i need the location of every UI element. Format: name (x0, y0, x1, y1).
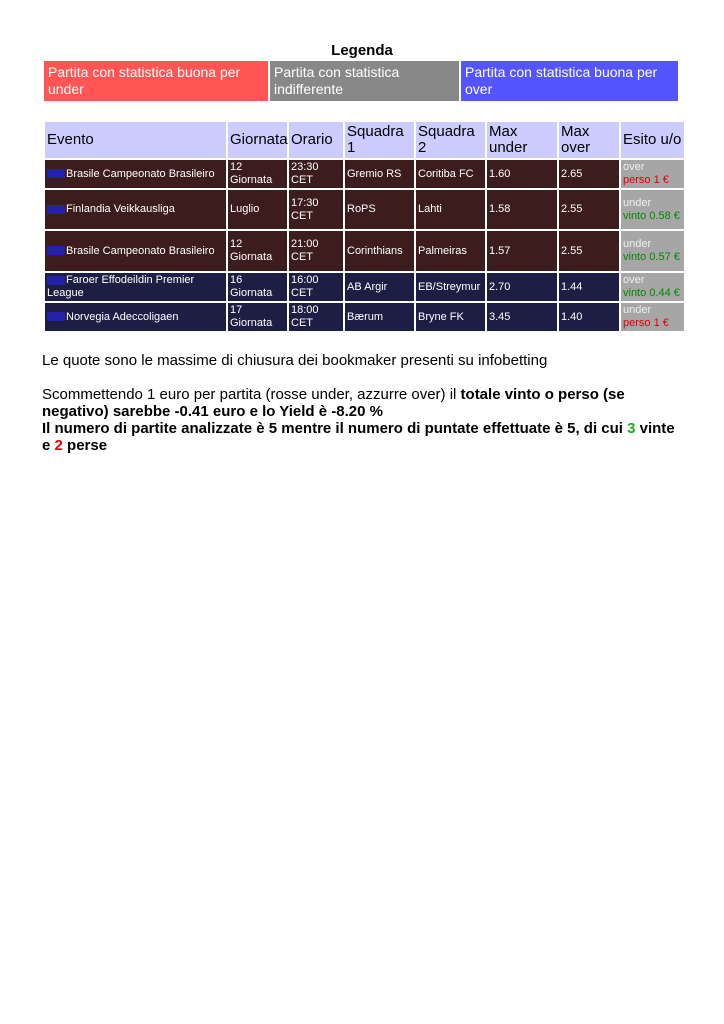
cell-max-under: 1.57 (487, 231, 557, 271)
esito-result: vinto 0.57 € (623, 251, 680, 263)
header-esito: Esito u/o (621, 122, 684, 158)
table-row (45, 160, 684, 188)
header-evento: Evento (45, 122, 226, 158)
legend-under: Partita con statistica buona per under (44, 61, 268, 101)
header-max-over: Max over (559, 122, 619, 158)
cell-squadra2: Bryne FK (416, 303, 485, 331)
flag-link-icon[interactable] (47, 205, 65, 214)
cell-esito (621, 190, 684, 229)
cell-squadra2: Lahti (416, 190, 485, 229)
cell-max-over: 2.55 (559, 190, 619, 229)
flag-link-icon[interactable] (47, 312, 65, 321)
count-text: Il numero di partite analizzate è 5 mentre il numero di puntate effettuate è 5, di cui (42, 420, 628, 437)
table-row (45, 190, 684, 229)
cell-orario: 17:30 CET (289, 190, 343, 229)
cell-orario: 23:30 CET (289, 160, 343, 188)
wins-count: 3 (627, 420, 636, 437)
header-squadra1: Squadra 1 (345, 122, 414, 158)
esito-direction: under (623, 196, 652, 209)
cell-giornata: 17 Giornata (228, 303, 287, 331)
cell-squadra1: Gremio RS (345, 160, 414, 188)
table-header-row (45, 122, 684, 158)
cell-squadra2: Palmeiras (416, 231, 485, 271)
matches-table (43, 120, 686, 333)
cell-orario: 16:00 CET (289, 273, 343, 301)
legend-indifferent: Partita con statistica indifferente (270, 61, 459, 101)
losses-label: perse (62, 437, 108, 454)
cell-giornata: Luglio (228, 190, 287, 229)
table-row (45, 303, 684, 331)
header-giornata: Giornata (228, 122, 287, 158)
odds-note: Le quote sono le massime di chiusura dei bookmaker presenti su infobetting (42, 352, 548, 369)
losses-count: 2 (54, 437, 63, 454)
esito-result: perso 1 € (623, 317, 669, 329)
cell-max-under: 1.60 (487, 160, 557, 188)
cell-squadra1: Bærum (345, 303, 414, 331)
esito-direction: under (623, 238, 652, 250)
flag-link-icon[interactable] (47, 276, 65, 285)
table-row (45, 231, 684, 271)
esito-result: vinto 0.58 € (623, 209, 680, 222)
summary-paragraph (42, 386, 687, 454)
cell-orario: 18:00 CET (289, 303, 343, 331)
cell-evento: Norvegia Adeccoligaen (45, 303, 226, 331)
esito-direction: under (623, 304, 652, 316)
cell-evento: Finlandia Veikkausliga (45, 190, 226, 229)
cell-esito (621, 231, 684, 271)
cell-max-over: 2.65 (559, 160, 619, 188)
flag-link-icon[interactable] (47, 169, 65, 178)
cell-max-under: 2.70 (487, 273, 557, 301)
cell-evento: Brasile Campeonato Brasileiro (45, 231, 226, 271)
cell-squadra1: AB Argir (345, 273, 414, 301)
esito-direction: over (623, 274, 645, 286)
header-max-under: Max under (487, 122, 557, 158)
esito-result: perso 1 € (623, 174, 669, 186)
cell-evento: Faroer Effodeildin Premier League (45, 273, 226, 301)
cell-giornata: 16 Giornata (228, 273, 287, 301)
flag-link-icon[interactable] (47, 246, 65, 255)
cell-squadra1: Corinthians (345, 231, 414, 271)
summary-total: totale vinto o perso (se negativo) sarebbe -0.41 euro e lo Yield è -8.20 % (42, 386, 625, 420)
table-row (45, 273, 684, 301)
cell-esito (621, 160, 684, 188)
cell-squadra2: EB/Streymur (416, 273, 485, 301)
cell-max-over: 2.55 (559, 231, 619, 271)
cell-max-under: 3.45 (487, 303, 557, 331)
cell-max-over: 1.40 (559, 303, 619, 331)
legend-title: Legenda (331, 42, 393, 59)
cell-evento: Brasile Campeonato Brasileiro (45, 160, 226, 188)
header-squadra2: Squadra 2 (416, 122, 485, 158)
cell-orario: 21:00 CET (289, 231, 343, 271)
cell-squadra1: RoPS (345, 190, 414, 229)
cell-max-under: 1.58 (487, 190, 557, 229)
esito-result: vinto 0.44 € (623, 287, 680, 299)
cell-esito (621, 303, 684, 331)
header-orario: Orario (289, 122, 343, 158)
cell-giornata: 12 Giornata (228, 160, 287, 188)
wins-label: vinte e (42, 420, 675, 454)
cell-max-over: 1.44 (559, 273, 619, 301)
cell-giornata: 12 Giornata (228, 231, 287, 271)
legend-over: Partita con statistica buona per over (461, 61, 678, 101)
cell-esito (621, 273, 684, 301)
cell-squadra2: Coritiba FC (416, 160, 485, 188)
summary-prefix: Scommettendo 1 euro per partita (rosse under, azzurre over) il (42, 386, 461, 403)
esito-direction: over (623, 161, 645, 173)
